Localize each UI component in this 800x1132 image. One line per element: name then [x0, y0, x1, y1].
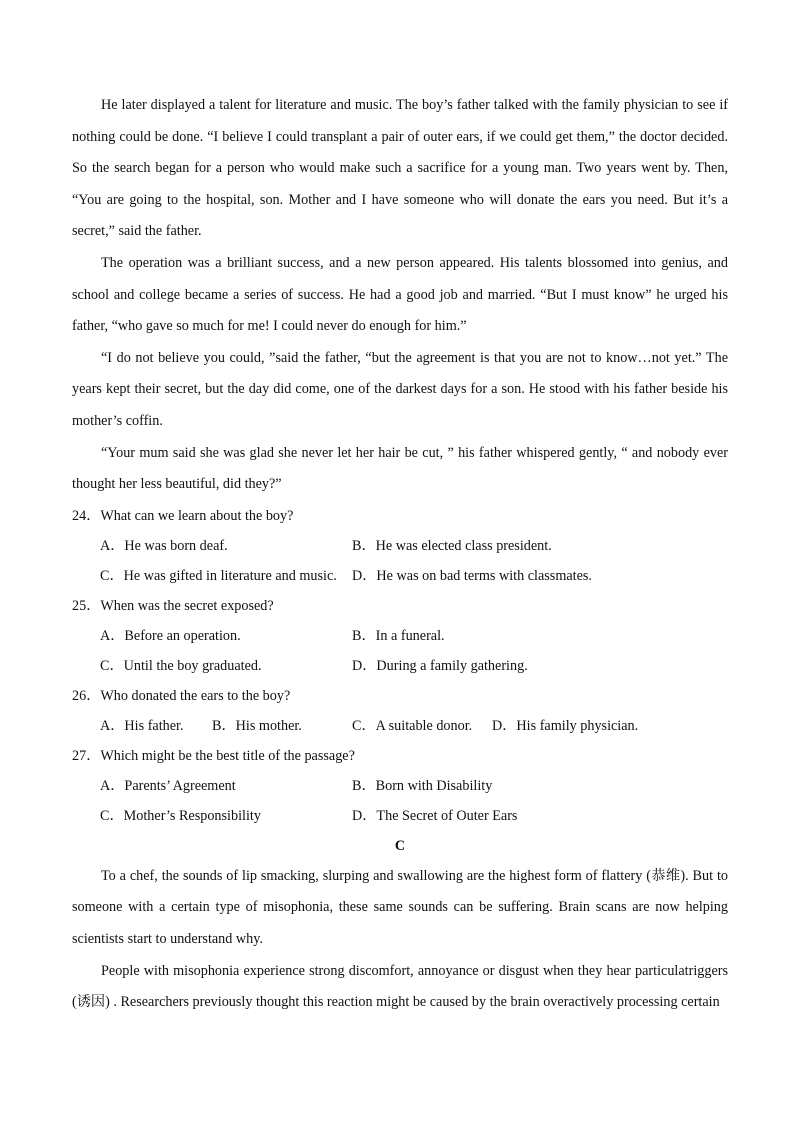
- question-stem: 24．What can we learn about the boy?: [72, 507, 294, 524]
- passage-paragraph: He later displayed a talent for literature and music. The boy’s father talked with the family physician to see if nothing could be done. “I believe I could transplant a pair of outer ears, if we could get them,” the doctor decided. So the search began for a person who would make such a sacrifice for a young man. Two years went by. Then, “You are going to the hospital, son. Mother and I have someone who will donate the ears you need. But it’s a secret,” said the father.: [72, 97, 728, 240]
- question-25: [72, 591, 728, 681]
- passage-paragraph: “I do not believe you could, ”said the father, “but the agreement is that you are not to know…not yet.” The years kept their secret, but the day did come, one of the darkest days for a son. He stood with his father beside his mother’s coffin.: [72, 349, 728, 429]
- question-26: [72, 681, 728, 741]
- option-row: [72, 651, 728, 681]
- passage-paragraph: “Your mum said she was glad she never let her hair be cut, ” his father whispered gently, “ and nobody ever thought her less beautiful, did they?”: [72, 444, 728, 493]
- question-stem: 27．Which might be the best title of the passage?: [72, 747, 355, 764]
- option-a: A．His father.: [100, 717, 184, 734]
- passage-paragraph: To a chef, the sounds of lip smacking, slurping and swallowing are the highest form of flattery (恭维). But to someone with a certain type of misophonia, these same sounds can be suffering. Brain scans are now helping scientists start to understand why.: [72, 867, 728, 947]
- option-b: B．Born with Disability: [352, 777, 493, 794]
- option-row: [72, 801, 728, 831]
- question-stem: 26．Who donated the ears to the boy?: [72, 687, 291, 704]
- option-d: D．The Secret of Outer Ears: [352, 807, 518, 824]
- section-title: C: [394, 837, 406, 854]
- option-d: D．He was on bad terms with classmates.: [352, 567, 592, 584]
- option-c: C．He was gifted in literature and music.: [100, 567, 337, 584]
- option-c: C．Until the boy graduated.: [100, 657, 262, 674]
- option-b: B．He was elected class president.: [352, 537, 552, 554]
- option-a: A．He was born deaf.: [100, 537, 228, 554]
- question-27: [72, 741, 728, 831]
- option-row: [72, 771, 728, 801]
- passage-paragraph: People with misophonia experience strong discomfort, annoyance or disgust when they hear particulatriggers (诱因) . Researchers previously thought this reaction might be caused by the brain overactively processing certain: [72, 962, 728, 1011]
- option-a: A．Before an operation.: [100, 627, 241, 644]
- question-24: [72, 501, 728, 591]
- question-stem: 25．When was the secret exposed?: [72, 597, 274, 614]
- option-row: [72, 531, 728, 561]
- option-row: [72, 711, 728, 741]
- option-b: B．In a funeral.: [352, 627, 445, 644]
- passage-b: [72, 90, 728, 501]
- option-a: A．Parents’ Agreement: [100, 777, 236, 794]
- passage-paragraph: The operation was a brilliant success, and a new person appeared. His talents blossomed into genius, and school and college became a series of success. He had a good job and married. “But I must know” he urged his father, “who gave so much for me! I could never do enough for him.”: [72, 254, 728, 335]
- passage-c: [72, 831, 728, 1019]
- option-c: C．Mother’s Responsibility: [100, 807, 261, 824]
- option-row: [72, 561, 728, 591]
- option-b: B．His mother.: [212, 717, 302, 734]
- option-d: D．His family physician.: [492, 717, 639, 734]
- option-row: [72, 621, 728, 651]
- option-d: D．During a family gathering.: [352, 657, 528, 674]
- exam-page: [72, 90, 728, 1019]
- option-c: C．A suitable donor.: [352, 717, 473, 734]
